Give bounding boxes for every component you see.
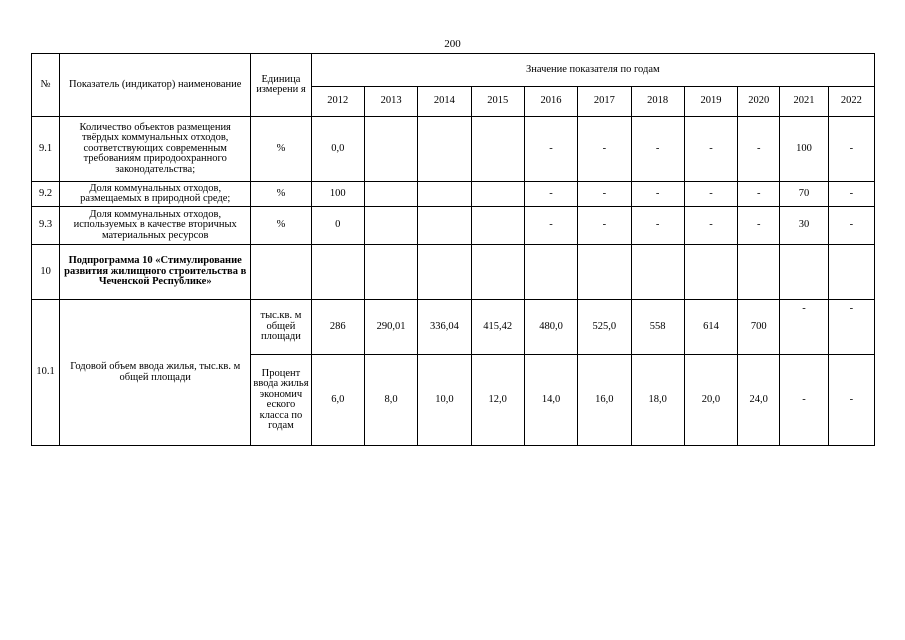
empty-cell xyxy=(418,245,471,300)
value-cell: 18,0 xyxy=(631,355,684,446)
value-cell: - xyxy=(828,300,874,355)
value-cell xyxy=(471,207,524,245)
value-cell: 336,04 xyxy=(418,300,471,355)
value-cell: 100 xyxy=(311,182,364,207)
page-number: 200 xyxy=(444,38,461,50)
subprogram-title: Подпрограмма 10 «Стимулирование развития жилищного строительства в Чеченской Республике» xyxy=(60,245,251,300)
indicator-name: Доля коммунальных отходов, используемых в качестве вторичных материальных ресурсов xyxy=(60,207,251,245)
value-cell: 614 xyxy=(684,300,737,355)
value-cell: - xyxy=(828,355,874,446)
year-header: 2015 xyxy=(471,87,524,117)
value-cell xyxy=(471,117,524,182)
value-cell xyxy=(471,182,524,207)
empty-cell xyxy=(578,245,631,300)
header-no: № xyxy=(32,54,60,117)
table-row xyxy=(32,117,875,182)
unit-cell: % xyxy=(251,182,311,207)
value-cell: 12,0 xyxy=(471,355,524,446)
value-cell xyxy=(364,182,417,207)
row-number: 9.1 xyxy=(32,117,60,182)
value-cell: - xyxy=(738,117,780,182)
value-cell: - xyxy=(738,207,780,245)
header-values: Значение показателя по годам xyxy=(311,54,874,87)
value-cell: 6,0 xyxy=(311,355,364,446)
year-header: 2019 xyxy=(684,87,737,117)
value-cell: - xyxy=(684,182,737,207)
value-cell: - xyxy=(780,355,828,446)
year-header: 2016 xyxy=(524,87,577,117)
header-indicator: Показатель (индикатор) наименование xyxy=(60,54,251,117)
unit-cell: % xyxy=(251,207,311,245)
unit-cell: тыс.кв. м общей площади xyxy=(251,300,311,355)
value-cell: 20,0 xyxy=(684,355,737,446)
unit-cell: Процент ввода жилья экономич еского класса по годам xyxy=(251,355,311,446)
value-cell: 480,0 xyxy=(524,300,577,355)
value-cell: - xyxy=(524,182,577,207)
value-cell: 290,01 xyxy=(364,300,417,355)
year-header: 2020 xyxy=(738,87,780,117)
year-header: 2018 xyxy=(631,87,684,117)
value-cell: 14,0 xyxy=(524,355,577,446)
value-cell: - xyxy=(780,300,828,355)
indicator-name: Доля коммунальных отходов, размещаемых в природной среде; xyxy=(60,182,251,207)
table-row xyxy=(32,207,875,245)
empty-cell xyxy=(251,245,311,300)
empty-cell xyxy=(471,245,524,300)
row-number: 9.3 xyxy=(32,207,60,245)
value-cell: 10,0 xyxy=(418,355,471,446)
unit-cell: % xyxy=(251,117,311,182)
value-cell xyxy=(418,182,471,207)
value-cell: 100 xyxy=(780,117,828,182)
empty-cell xyxy=(311,245,364,300)
empty-cell xyxy=(524,245,577,300)
value-cell: - xyxy=(631,117,684,182)
table-row xyxy=(32,300,875,355)
year-header: 2022 xyxy=(828,87,874,117)
value-cell: 24,0 xyxy=(738,355,780,446)
value-cell: 558 xyxy=(631,300,684,355)
empty-cell xyxy=(828,245,874,300)
value-cell: - xyxy=(578,207,631,245)
indicator-name: Годовой объем ввода жилья, тыс.кв. м общей площади xyxy=(60,300,251,446)
value-cell: - xyxy=(738,182,780,207)
table-row xyxy=(32,182,875,207)
value-cell: 30 xyxy=(780,207,828,245)
empty-cell xyxy=(738,245,780,300)
row-number: 10 xyxy=(32,245,60,300)
value-cell: - xyxy=(828,117,874,182)
year-header: 2017 xyxy=(578,87,631,117)
value-cell: - xyxy=(684,117,737,182)
year-header: 2021 xyxy=(780,87,828,117)
row-number: 10.1 xyxy=(32,300,60,446)
value-cell xyxy=(364,207,417,245)
value-cell: - xyxy=(631,182,684,207)
year-header: 2014 xyxy=(418,87,471,117)
value-cell: - xyxy=(524,117,577,182)
empty-cell xyxy=(684,245,737,300)
empty-cell xyxy=(631,245,684,300)
value-cell: 286 xyxy=(311,300,364,355)
header-unit: Единица измерени я xyxy=(251,54,311,117)
value-cell: - xyxy=(828,182,874,207)
value-cell: - xyxy=(631,207,684,245)
value-cell: 700 xyxy=(738,300,780,355)
empty-cell xyxy=(780,245,828,300)
value-cell: 16,0 xyxy=(578,355,631,446)
row-number: 9.2 xyxy=(32,182,60,207)
value-cell xyxy=(418,117,471,182)
value-cell: 415,42 xyxy=(471,300,524,355)
indicator-table xyxy=(31,53,875,446)
value-cell: - xyxy=(578,182,631,207)
value-cell xyxy=(364,117,417,182)
value-cell: - xyxy=(828,207,874,245)
subprogram-row xyxy=(32,245,875,300)
indicator-name: Количество объектов размещения твёрдых коммунальных отходов, соответствующих современным требованиям природоохранного законодательства; xyxy=(60,117,251,182)
value-cell: 525,0 xyxy=(578,300,631,355)
empty-cell xyxy=(364,245,417,300)
value-cell xyxy=(418,207,471,245)
value-cell: 8,0 xyxy=(364,355,417,446)
value-cell: - xyxy=(578,117,631,182)
value-cell: - xyxy=(524,207,577,245)
value-cell: 0,0 xyxy=(311,117,364,182)
header-row xyxy=(32,54,875,87)
year-header: 2013 xyxy=(364,87,417,117)
year-header: 2012 xyxy=(311,87,364,117)
value-cell: - xyxy=(684,207,737,245)
value-cell: 0 xyxy=(311,207,364,245)
value-cell: 70 xyxy=(780,182,828,207)
